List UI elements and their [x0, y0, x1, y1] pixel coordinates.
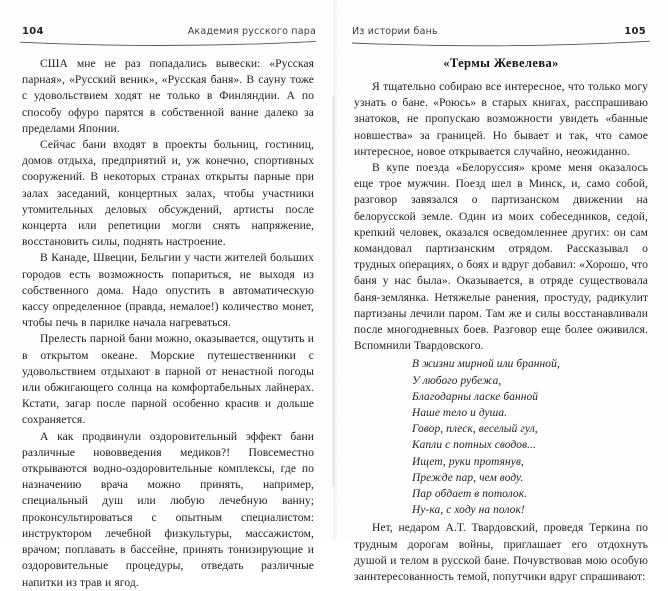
paragraph: В Канаде, Швеции, Бельгии у части жителей больших городов есть возможность попариться, не выходя из собственного дома. Надо опустить в автоматическую кассу определенное (правда, немалое!) количество монет, чтобы печь в парилке начала нагреваться.: [22, 251, 314, 330]
left-header-rule: [20, 40, 316, 50]
poem-line: Ну-ка, с ходу на полок!: [412, 504, 525, 517]
paragraph: Нет, недаром А.Т. Твардовский, проведя Теркина по трудным дорогам войны, приглашает его отдохнуть душой и телом в русской бане. Почувствовав мою особую заинтересованность темой, попутчики вдруг спрашивают:: [354, 521, 648, 584]
poem-line: Говор, плеск, веселый гул,: [412, 423, 538, 436]
right-page: [334, 0, 668, 584]
left-text-column: [22, 56, 314, 591]
poem-line: Пар обдает в потолок.: [412, 488, 528, 501]
paragraph: Я тщательно собираю все интересное, что только могу узнать о бане. «Роюсь» в старых книгах, расспрашиваю знатоков, не пропускаю возможности увидеть «банные новшества» за границей. Но бывает и так, что самое интересное, новое открывается случайно, неожиданно.: [354, 80, 648, 158]
poem-line: Прежде пар, чем воду.: [412, 471, 524, 484]
paragraph: Прелесть парной бани можно, оказывается, ощутить и в открытом океане. Морские путешественники с удовольствием отдыхают в парной от ненастной погоды или обжигающего солнца на комфортабельных лайнерах. Кстати, загар после парной особенно красив и дольше сохраняется.: [22, 332, 314, 427]
right-page-number: 105: [624, 26, 646, 37]
right-running-head-title: Из истории бань: [352, 26, 438, 37]
paragraph: В купе поезда «Белоруссия» кроме меня оказалось еще трое мужчин. Поезд шел в Минск, и, само собой, разговор завязался о партизанском движении на белорусской земле. Один из моих собеседников, седой, крепкий человек, оказался осведомленнее других: он сам командовал партизанским отрядом. Рассказывал о трудных операциях, о боях и вдруг добавил: «Хорошо, что баня у нас была». Оказывается, в отряде существовала баня-землянка. Нетяжелые ранения, простуду, радикулит партизаны лечили паром. Там же и силы восстанавливали после многодневных боев. Разговор еще более оживился. Вспомнили Твардовского.: [354, 161, 648, 353]
poem-line: Благодарны ласке банной: [412, 390, 539, 403]
right-text-column: [354, 56, 648, 585]
paragraph: США мне не раз попадались вывески: «Русская парная», «Русский веник», «Русская баня». В сауну тоже с удовольствием ходят не только в Финляндии. А по способу офуро парятся в собственной ванне далеко за пределами Японии.: [22, 57, 314, 135]
paragraph: Сейчас бани входят в проекты больниц, гостиниц, домов отдыха, предприятий и, уж конечно, спортивных сооружений. В некоторых странах открыты парные при залах заседаний, концертных залах, чтобы участники утомительных деловых обсуждений, артисты после концерта или репетиции могли снять напряжение, восстановить силы, поднять настроение.: [22, 138, 314, 249]
left-page: [0, 0, 334, 589]
poem-line: Ищет, руки протянув,: [412, 455, 524, 468]
left-page-number: 104: [22, 26, 44, 37]
right-header-rule: [352, 40, 650, 50]
poem-line: У любого рубежа,: [412, 374, 502, 387]
poem-block: [354, 356, 648, 518]
paragraph: А как продвинули оздоровительный эффект бани различные нововведения медиков?! Повсеместно открываются водно-оздоровительные комплексы, где по назначению врача можно принять, например, специальный душ или любую лечебную ванну; проконсультироваться с опытным специалистом: инструктором лечебной физкультуры, массажистом, врачом; поплавать в бассейне, принять тонизирующие и оздоровительные процедуры, отведать различные напитки из трав и ягод.: [22, 429, 314, 589]
poem-line: В жизни мирной или бранной,: [412, 358, 560, 371]
left-running-head-title: Академия русского пара: [187, 26, 316, 37]
poem-line: Наше тело и душа.: [412, 407, 508, 420]
book-gutter-line: [333, 96, 334, 486]
chapter-title: «Термы Жевелева»: [443, 56, 559, 70]
poem-line: Капли с потных сводов...: [412, 439, 536, 452]
